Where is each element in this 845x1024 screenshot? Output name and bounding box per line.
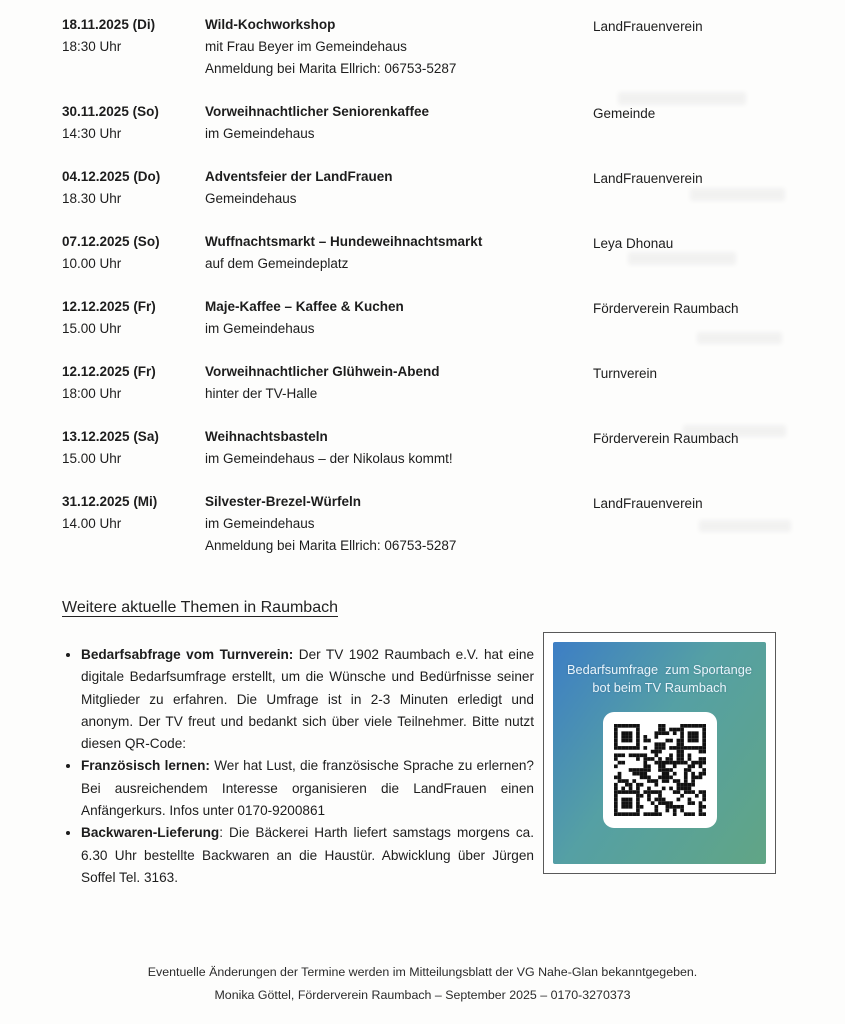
event-title: Vorweihnachtlicher Seniorenkaffee xyxy=(205,104,430,119)
event-title: Adventsfeier der LandFrauen xyxy=(205,169,393,184)
event-date: 07.12.2025 (So) xyxy=(62,234,160,249)
footer-line2: Monika Göttel, Förderverein Raumbach – September 2025 – 0170-3270373 xyxy=(214,988,631,1002)
topic-lead: Backwaren-Lieferung xyxy=(81,825,220,841)
event-title: Wild-Kochworkshop xyxy=(205,17,336,32)
topics-list xyxy=(62,644,534,889)
topic-text: : Die Bäckerei Harth liefert samstags morgens ca. 6.30 Uhr bestellte Backwaren an die Haustür. Abwicklung über Jürgen Soffel Tel. 3163. xyxy=(81,825,534,885)
topic-item xyxy=(81,755,534,822)
event-row xyxy=(62,14,815,80)
event-time: 18:30 Uhr xyxy=(62,39,122,54)
scan-bleed-artifact xyxy=(618,92,746,105)
event-detail: hinter der TV-Halle xyxy=(205,386,318,401)
event-row xyxy=(62,101,815,145)
topics-heading: Weitere aktuelle Themen in Raumbach xyxy=(62,599,338,616)
event-title: Vorweihnachtlicher Glühwein-Abend xyxy=(205,364,440,379)
event-date: 13.12.2025 (Sa) xyxy=(62,429,159,444)
footer-line1: Eventuelle Änderungen der Termine werden im Mitteilungsblatt der VG Nahe-Glan bekanntgegeben. xyxy=(147,965,698,979)
event-time: 10.00 Uhr xyxy=(62,256,122,271)
scan-bleed-artifact xyxy=(699,520,791,532)
event-title: Weihnachtsbasteln xyxy=(205,429,328,444)
event-detail: mit Frau Beyer im Gemeindehaus xyxy=(205,39,407,54)
scan-bleed-artifact xyxy=(683,425,786,437)
event-date: 04.12.2025 (Do) xyxy=(62,169,161,184)
event-detail: Gemeindehaus xyxy=(205,191,297,206)
qr-code xyxy=(603,712,717,828)
event-organizer: Leya Dhonau xyxy=(593,236,674,251)
event-time: 14:30 Uhr xyxy=(62,126,122,141)
event-time: 14.00 Uhr xyxy=(62,516,122,531)
event-detail: auf dem Gemeindeplatz xyxy=(205,256,349,271)
qr-code-box xyxy=(543,632,776,874)
qr-caption xyxy=(553,642,766,697)
page-footer xyxy=(0,961,845,1007)
qr-pattern-icon xyxy=(614,724,706,816)
topic-item xyxy=(81,822,534,889)
event-time: 18:00 Uhr xyxy=(62,386,122,401)
event-organizer: Turnverein xyxy=(593,366,658,381)
event-date: 12.12.2025 (Fr) xyxy=(62,364,156,379)
topic-item xyxy=(81,644,534,755)
event-date: 18.11.2025 (Di) xyxy=(62,17,156,32)
event-title: Wuffnachtsmarkt – Hundeweihnachtsmarkt xyxy=(205,234,483,249)
event-date: 12.12.2025 (Fr) xyxy=(62,299,156,314)
qr-caption-line1: Bedarfsumfrage zum Sportange xyxy=(567,662,752,677)
event-date: 30.11.2025 (So) xyxy=(62,104,159,119)
scan-bleed-artifact xyxy=(628,252,736,265)
event-organizer: Gemeinde xyxy=(593,106,656,121)
event-title: Silvester-Brezel-Würfeln xyxy=(205,494,362,509)
event-row xyxy=(62,361,815,405)
event-time: 15.00 Uhr xyxy=(62,451,122,466)
topic-text: Der TV 1902 Raumbach e.V. hat eine digitale Bedarfsumfrage erstellt, um die Wünsche und Bedürfnisse seiner Mitglieder zu erfahren. Die Umfrage ist in 2-3 Minuten erledigt und anonym. Der TV freut und bedankt sich über viele Teilnehmer. Bitte nutzt diesen QR-Code: xyxy=(81,647,534,752)
scan-bleed-artifact xyxy=(697,332,782,344)
event-time: 15.00 Uhr xyxy=(62,321,122,336)
qr-caption-line2: bot beim TV Raumbach xyxy=(592,680,727,695)
event-detail: im Gemeindehaus xyxy=(205,126,315,141)
event-organizer: Förderverein Raumbach xyxy=(593,431,739,446)
event-detail: Anmeldung bei Marita Ellrich: 06753-5287 xyxy=(205,61,457,76)
event-date: 31.12.2025 (Mi) xyxy=(62,494,158,509)
event-organizer: Förderverein Raumbach xyxy=(593,301,739,316)
scan-bleed-artifact xyxy=(690,188,785,201)
event-detail: Anmeldung bei Marita Ellrich: 06753-5287 xyxy=(205,538,457,553)
topic-lead: Französisch lernen: xyxy=(81,758,210,774)
event-organizer: LandFrauenverein xyxy=(593,19,703,34)
qr-gradient-card xyxy=(553,642,766,864)
event-organizer: LandFrauenverein xyxy=(593,171,703,186)
event-detail: im Gemeindehaus xyxy=(205,516,315,531)
event-detail: im Gemeindehaus xyxy=(205,321,315,336)
topic-lead: Bedarfsabfrage vom Turnverein: xyxy=(81,647,294,662)
event-title: Maje-Kaffee – Kaffee & Kuchen xyxy=(205,299,404,314)
topics-section xyxy=(62,599,534,889)
event-detail: im Gemeindehaus – der Nikolaus kommt! xyxy=(205,451,453,466)
event-time: 18.30 Uhr xyxy=(62,191,122,206)
event-organizer: LandFrauenverein xyxy=(593,496,703,511)
topic-text: Wer hat Lust, die französische Sprache zu erlernen? Bei ausreichendem Interesse organisieren die LandFrauen einen Anfängerkurs. Infos unter 0170-9200861 xyxy=(81,758,534,819)
